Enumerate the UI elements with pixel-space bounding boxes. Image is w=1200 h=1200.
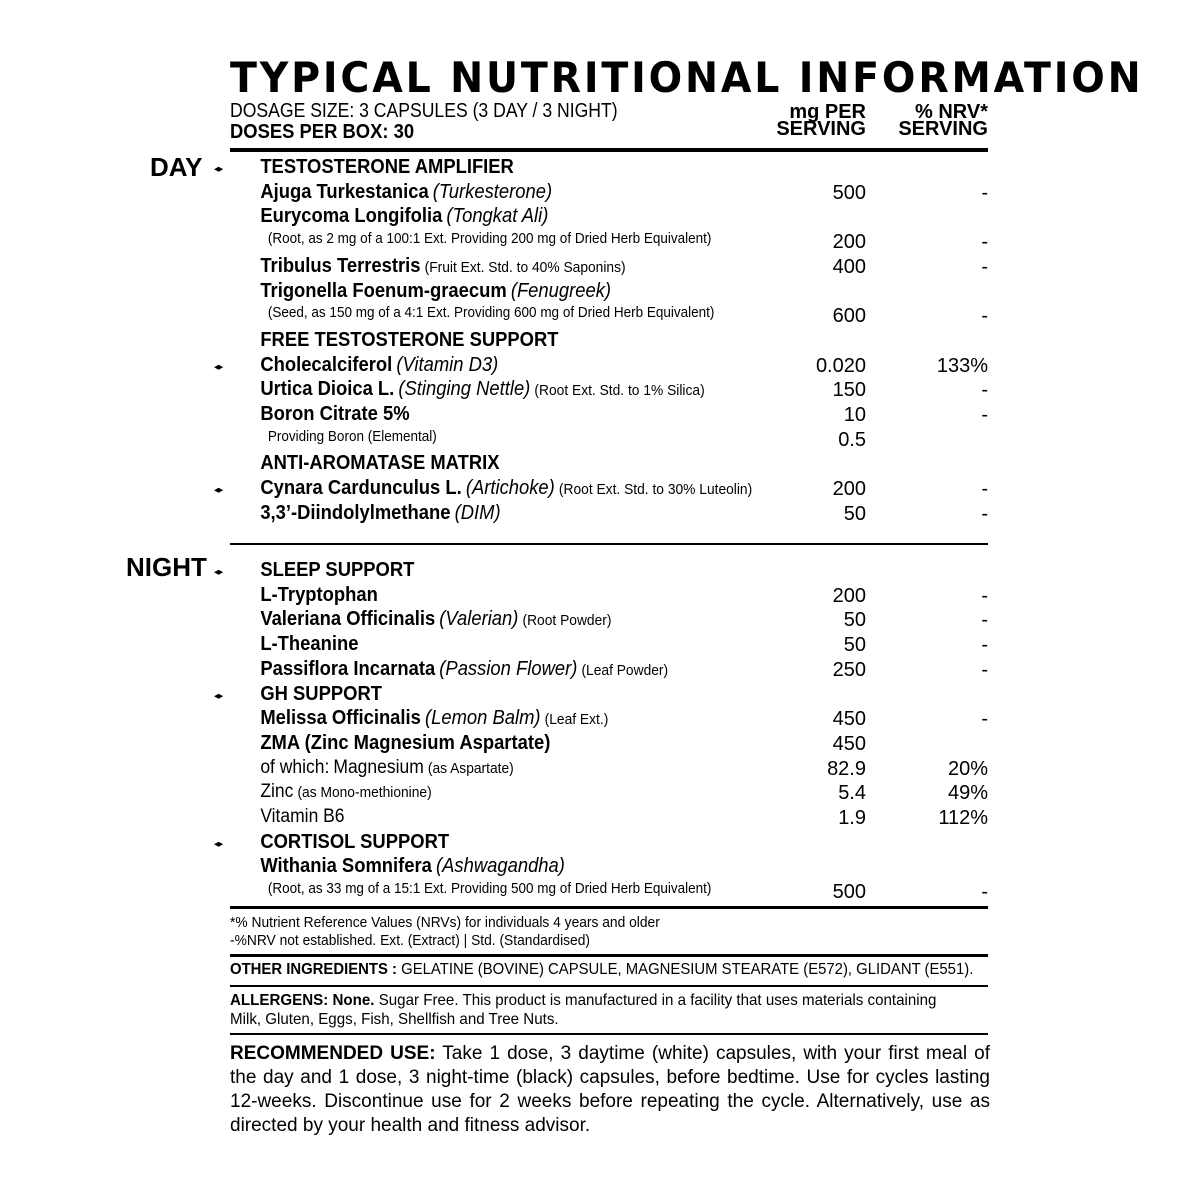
ingredient-detail: (Root Ext. Std. to 1% Silica) <box>534 382 705 400</box>
ingredient-row <box>230 584 988 609</box>
ingredient-row <box>230 378 988 403</box>
ingredient-detail: (Root, as 33 mg of a 15:1 Ext. Providing 500 mg of Dried Herb Equivalent) <box>267 880 712 898</box>
of-which-label: of which: <box>260 756 330 778</box>
mg-per-serving: 200 <box>832 584 866 607</box>
nrv-percent: - <box>981 881 988 904</box>
day-night-divider <box>230 543 988 545</box>
recommended-use-text: Take 1 dose, 3 daytime (white) capsules, with your first meal of the day and 1 dose, 3 night-time (black) capsules, before bedtime. Use for cycles lasting 12-weeks. Discontinue use for 2 weeks before repeating the cycle. Alternatively, use as directed by your health and fitness advisor. <box>230 1043 990 1136</box>
ingredient-bold-name: Boron Citrate 5% <box>260 403 410 425</box>
other-ingredients-rule <box>230 985 988 987</box>
ingredient-row <box>230 732 988 757</box>
ingredient-bold-name: Cholecalciferol <box>260 353 393 376</box>
mg-per-serving: 500 <box>832 181 866 204</box>
ingredient-common-name: (Tongkat Ali) <box>446 205 549 228</box>
table-bottom-rule <box>230 906 988 909</box>
ingredient-bold-name: Cynara Cardunculus L. <box>260 477 462 500</box>
footnote-nrv: *% Nutrient Reference Values (NRVs) for individuals 4 years and older <box>230 914 660 931</box>
recommended-use <box>230 1042 990 1138</box>
ingredient-bold-name: Urtica Dioica L. <box>260 378 395 401</box>
nrv-header-line2: SERVING <box>898 118 988 140</box>
other-ingredients <box>230 961 973 979</box>
ingredient-common-name: (Fenugreek) <box>510 279 612 302</box>
doses-per-box: DOSES PER BOX: 30 <box>230 121 415 143</box>
mg-per-serving: 50 <box>843 634 866 657</box>
title: TYPICAL NUTRITIONAL INFORMATION <box>230 53 1144 102</box>
ingredient-common-name: (Artichoke) <box>465 477 555 500</box>
header-rule <box>230 148 988 152</box>
section-heading-text: SLEEP SUPPORT <box>260 559 415 581</box>
allergens-line-2: Milk, Gluten, Eggs, Fish, Shellfish and Tree Nuts. <box>230 1011 559 1028</box>
section-heading-row <box>214 830 988 856</box>
ingredient-detail: (as Aspartate) <box>427 759 514 777</box>
mg-per-serving: 1.9 <box>838 807 866 829</box>
nrv-percent: - <box>981 255 988 278</box>
footnote-abbreviations: -%NRV not established. Ext. (Extract) | Std. (Standardised) <box>230 932 590 949</box>
footnote-rule <box>230 954 988 957</box>
mg-per-serving: 200 <box>832 478 866 501</box>
allergens-rule <box>230 1033 988 1035</box>
ingredient-row <box>230 806 988 831</box>
recommended-use-label: RECOMMENDED USE: <box>230 1043 436 1064</box>
nrv-percent: 20% <box>947 757 988 780</box>
mg-per-serving: 5.4 <box>838 782 866 805</box>
ingredient-detail: Providing Boron (Elemental) <box>267 427 437 445</box>
mg-per-serving: 400 <box>832 255 866 278</box>
ingredient-bold-name: Passiflora Incarnata <box>260 657 436 680</box>
dosage-size: DOSAGE SIZE: 3 CAPSULES (3 DAY / 3 NIGHT) <box>230 100 618 122</box>
section-heading-row <box>214 156 988 181</box>
mg-per-serving: 450 <box>832 708 866 731</box>
ingredient-plain-name: Vitamin B6 <box>260 806 345 827</box>
section-heading-row <box>230 452 988 477</box>
ingredient-detail: (Root Ext. Std. to 30% Luteolin) <box>558 481 753 499</box>
ingredient-row <box>230 205 988 230</box>
nrv-percent: 112% <box>938 807 988 829</box>
mg-per-serving-header <box>740 101 866 140</box>
nrv-percent: 133% <box>936 354 988 377</box>
nrv-header-line1: % NRV* <box>915 101 988 123</box>
ingredient-row <box>230 280 988 305</box>
section-heading <box>260 156 957 179</box>
nrv-percent: - <box>981 634 988 657</box>
nrv-percent: - <box>981 379 988 402</box>
ingredient-row <box>230 304 988 329</box>
bullet-arrow-icon: ◆ <box>214 839 224 848</box>
bullet-arrow-icon: ◆ <box>214 362 224 371</box>
other-ingredients-text: GELATINE (BOVINE) CAPSULE, MAGNESIUM STEARATE (E572), GLIDANT (E551). <box>401 961 974 978</box>
mg-per-serving: 50 <box>843 502 866 525</box>
ingredient-detail: (Fruit Ext. Std. to 40% Saponins) <box>424 258 626 276</box>
mg-per-serving: 0.020 <box>815 354 866 377</box>
section-heading-row <box>214 682 988 708</box>
section-heading-text: FREE TESTOSTERONE SUPPORT <box>260 328 559 351</box>
mg-per-serving: 250 <box>832 658 866 681</box>
nrv-serving-header <box>868 101 988 140</box>
section-heading-row <box>230 329 988 354</box>
section-heading-text: ANTI-AROMATASE MATRIX <box>260 452 500 475</box>
allergens <box>230 991 936 1029</box>
ingredient-plain-name: Magnesium <box>333 756 424 778</box>
ingredient-bold-name: 3,3’-Diindolylmethane <box>260 501 451 524</box>
ingredient-bold-name: Trigonella Foenum-graecum <box>260 279 507 302</box>
section-heading-row <box>214 559 988 584</box>
section-heading <box>260 831 957 854</box>
ingredient-bold-name: Valeriana Officinalis <box>260 608 436 631</box>
mg-per-serving: 82.9 <box>827 757 866 780</box>
section-heading <box>260 329 957 352</box>
ingredient-common-name: (DIM) <box>454 501 501 524</box>
mg-header-line2: SERVING <box>776 118 866 140</box>
ingredient-detail: (Root, as 2 mg of a 100:1 Ext. Providing 200 mg of Dried Herb Equivalent) <box>267 230 712 248</box>
ingredient-detail: (Root Powder) <box>522 612 612 630</box>
section-heading-text: GH SUPPORT <box>260 682 382 705</box>
section-heading <box>260 559 957 582</box>
ingredient-bold-name: L-Tryptophan <box>260 583 378 606</box>
ingredient-common-name: (Stinging Nettle) <box>398 378 531 401</box>
ingredient-bold-name: L-Theanine <box>260 633 359 656</box>
ingredient-common-name: (Passion Flower) <box>439 657 578 680</box>
ingredient-plain-name: Zinc <box>260 781 294 803</box>
section-heading <box>260 683 957 706</box>
section-heading <box>260 452 957 475</box>
mg-per-serving: 50 <box>843 609 866 632</box>
ingredient-common-name: (Ashwagandha) <box>436 855 565 878</box>
nrv-percent: - <box>981 181 988 204</box>
ingredient-name <box>260 855 957 878</box>
ingredient-row <box>230 757 988 782</box>
nrv-percent: - <box>981 404 988 426</box>
ingredient-row <box>230 707 988 732</box>
allergens-text-1: Sugar Free. This product is manufactured in a facility that uses materials containing <box>378 992 937 1009</box>
bullet-arrow-icon: ◆ <box>214 691 224 700</box>
nrv-percent: - <box>981 658 988 681</box>
ingredient-row <box>230 428 988 453</box>
ingredient-row <box>230 781 988 806</box>
mg-per-serving: 200 <box>832 231 866 254</box>
ingredient-name <box>260 205 957 228</box>
ingredient-row <box>230 880 988 905</box>
section-heading-text: CORTISOL SUPPORT <box>260 830 450 853</box>
ingredient-bold-name: Melissa Officinalis <box>260 707 421 730</box>
bullet-arrow-icon: ◆ <box>214 165 224 173</box>
ingredient-row <box>214 477 988 502</box>
nrv-percent: 49% <box>947 782 988 805</box>
allergens-line-1 <box>230 991 936 1010</box>
ingredient-row <box>230 181 988 206</box>
ingredient-row <box>214 353 988 379</box>
allergens-label: ALLERGENS: None. <box>230 992 375 1009</box>
ingredient-row <box>230 230 988 255</box>
ingredient-common-name: (Lemon Balm) <box>424 707 541 730</box>
nrv-percent: - <box>981 305 988 328</box>
mg-per-serving: 500 <box>832 881 866 904</box>
bullet-arrow-icon: ◆ <box>214 486 224 494</box>
mg-per-serving: 10 <box>843 404 866 426</box>
ingredient-common-name: (Vitamin D3) <box>396 353 499 376</box>
other-ingredients-label: OTHER INGREDIENTS : <box>230 961 397 978</box>
section-heading-text: TESTOSTERONE AMPLIFIER <box>260 156 514 178</box>
ingredient-row <box>230 403 988 428</box>
ingredient-row <box>230 633 988 658</box>
ingredient-row <box>230 608 988 633</box>
nrv-percent: - <box>981 231 988 254</box>
mg-header-line1: mg PER <box>789 101 866 123</box>
mg-per-serving: 0.5 <box>838 428 866 451</box>
ingredient-bold-name: ZMA (Zinc Magnesium Aspartate) <box>260 731 551 754</box>
ingredient-row <box>230 502 988 527</box>
nrv-percent: - <box>981 502 988 525</box>
nrv-percent: - <box>981 609 988 632</box>
day-label: DAY <box>150 152 203 182</box>
nrv-percent: - <box>981 478 988 501</box>
ingredient-detail: (Seed, as 150 mg of a 4:1 Ext. Providing 600 mg of Dried Herb Equivalent) <box>267 304 715 322</box>
ingredient-row <box>230 658 988 683</box>
nrv-percent: - <box>981 584 988 607</box>
ingredient-bold-name: Withania Somnifera <box>260 855 432 878</box>
ingredient-row <box>230 855 988 880</box>
night-label: NIGHT <box>126 552 207 582</box>
ingredient-detail: (as Mono-methionine) <box>297 784 432 802</box>
ingredient-common-name: (Turkesterone) <box>432 180 553 203</box>
mg-per-serving: 150 <box>832 379 866 402</box>
ingredient-bold-name: Tribulus Terrestris <box>260 254 421 277</box>
mg-per-serving: 450 <box>832 732 866 755</box>
ingredient-name <box>260 280 957 303</box>
ingredient-detail: (Leaf Ext.) <box>544 711 609 729</box>
nrv-percent: - <box>981 708 988 731</box>
ingredient-bold-name: Eurycoma Longifolia <box>260 205 443 228</box>
ingredient-detail: (Leaf Powder) <box>581 661 669 679</box>
mg-per-serving: 600 <box>832 305 866 328</box>
ingredient-row <box>230 255 988 280</box>
bullet-arrow-icon: ◆ <box>214 568 224 576</box>
ingredient-bold-name: Ajuga Turkestanica <box>260 180 429 203</box>
ingredient-common-name: (Valerian) <box>439 608 519 631</box>
